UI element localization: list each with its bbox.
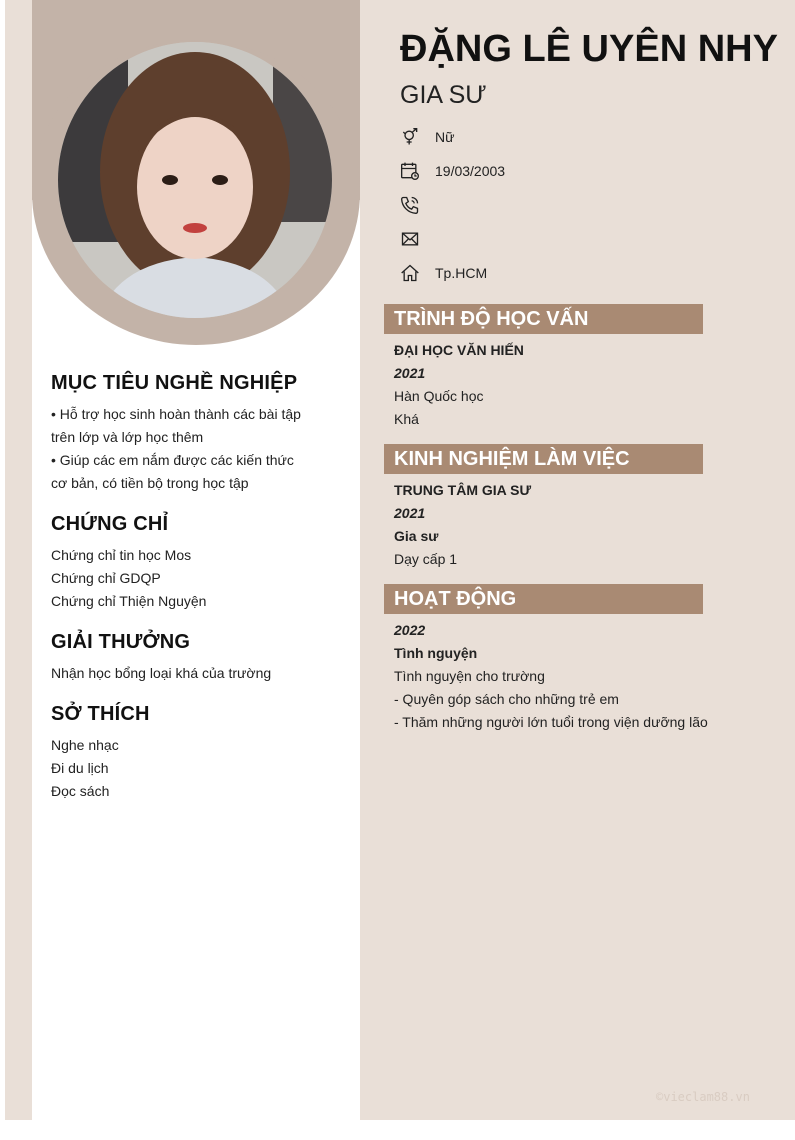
- experience-description: Dạy cấp 1: [394, 551, 458, 567]
- hobby-item: Đọc sách: [51, 783, 110, 799]
- certificates-section: [51, 513, 341, 613]
- experience-position: Gia sư: [394, 528, 439, 544]
- candidate-title: GIA SƯ: [400, 81, 487, 109]
- experience-section: [384, 444, 784, 571]
- certificates-heading: CHỨNG CHỈ: [51, 513, 169, 535]
- education-year: 2021: [394, 365, 426, 381]
- activity-line: Tình nguyện cho trường: [394, 668, 545, 684]
- hobbies-heading: SỞ THÍCH: [51, 703, 150, 725]
- address-row: [398, 256, 505, 290]
- objective-line: cơ bản, có tiền bộ trong học tập: [51, 475, 249, 491]
- activity-line: - Thăm những người lớn tuổi trong viện dưỡng lão: [394, 714, 708, 730]
- watermark: ©vieclam88.vn: [656, 1090, 750, 1104]
- phone-row: [398, 188, 505, 222]
- email-row: [398, 222, 505, 256]
- phone-icon: [398, 193, 422, 217]
- activity-title: Tình nguyện: [394, 645, 478, 661]
- birthdate-value: 19/03/2003: [435, 163, 506, 179]
- envelope-icon: [398, 227, 422, 251]
- certificate-item: Chứng chỉ tin học Mos: [51, 547, 192, 563]
- activity-line: - Quyên góp sách cho những trẻ em: [394, 691, 619, 707]
- activity-year: 2022: [394, 622, 426, 638]
- certificate-item: Chứng chỉ Thiện Nguyện: [51, 593, 207, 609]
- education-section: [384, 304, 784, 431]
- experience-year: 2021: [394, 505, 426, 521]
- education-major: Hàn Quốc học: [394, 388, 484, 404]
- left-content: [51, 372, 341, 821]
- activities-section: [384, 584, 784, 734]
- awards-section: [51, 631, 341, 685]
- certificate-item: Chứng chỉ GDQP: [51, 570, 161, 586]
- hobby-item: Đi du lịch: [51, 760, 109, 776]
- experience-heading: KINH NGHIỆM LÀM VIỆC: [384, 444, 703, 474]
- home-icon: [398, 261, 422, 285]
- education-grade: Khá: [394, 411, 419, 427]
- objective-heading: MỤC TIÊU NGHỀ NGHIỆP: [51, 372, 298, 394]
- objective-line: trên lớp và lớp học thêm: [51, 429, 204, 445]
- hobby-item: Nghe nhạc: [51, 737, 119, 753]
- awards-heading: GIẢI THƯỞNG: [51, 631, 191, 653]
- hobbies-section: [51, 703, 341, 803]
- award-item: Nhận học bổng loại khá của trường: [51, 665, 272, 681]
- profile-photo: [58, 42, 332, 318]
- education-heading: TRÌNH ĐỘ HỌC VẤN: [384, 304, 703, 334]
- activities-heading: HOẠT ĐỘNG: [384, 584, 703, 614]
- objective-section: [51, 372, 341, 495]
- experience-company: TRUNG TÂM GIA SƯ: [394, 482, 532, 498]
- gender-row: [398, 120, 505, 154]
- calendar-icon: [398, 159, 422, 183]
- objective-line: • Hỗ trợ học sinh hoàn thành các bài tập: [51, 406, 301, 422]
- objective-line: • Giúp các em nắm được các kiến thức: [51, 452, 294, 468]
- candidate-name: ĐẶNG LÊ UYÊN NHY: [400, 28, 778, 70]
- gender-icon: [398, 125, 422, 149]
- birthdate-row: [398, 154, 505, 188]
- contact-info: [398, 120, 505, 290]
- address-value: Tp.HCM: [435, 265, 488, 281]
- gender-value: Nữ: [435, 129, 455, 145]
- education-school: ĐẠI HỌC VĂN HIẾN: [394, 342, 524, 358]
